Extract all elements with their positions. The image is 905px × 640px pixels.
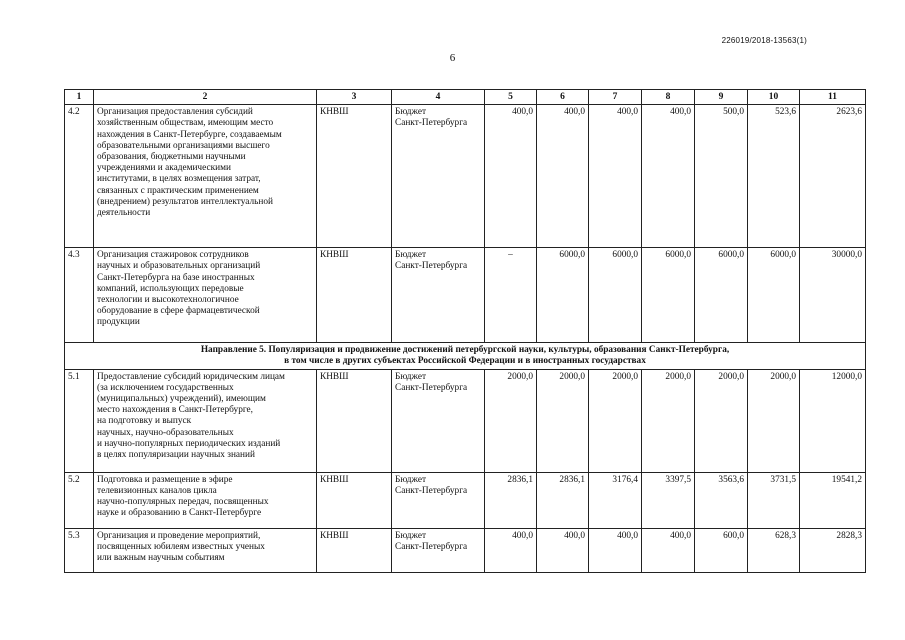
funding-value: 6000,0 — [537, 248, 589, 343]
measure-description: Организация предоставления субсидий хозяйственным обществам, имеющим место нахождения в Санкт-Петербурге, создаваемым образовательными организациями высшего образования, бюджетными научными учреждениями и академическими институтами, в целях возмещения затрат, связанных с практическим применением (внедрением) результатов интеллектуальной деятельности — [94, 105, 317, 248]
measure-executor: КНВШ — [317, 472, 392, 528]
funding-source: Бюджет Санкт-Петербурга — [392, 105, 485, 248]
measure-executor: КНВШ — [317, 528, 392, 572]
funding-value: 3563,6 — [695, 472, 748, 528]
funding-value: 2836,1 — [485, 472, 537, 528]
column-header: 4 — [392, 90, 485, 105]
measure-executor: КНВШ — [317, 105, 392, 248]
funding-total: 2623,6 — [800, 105, 866, 248]
column-header: 1 — [65, 90, 94, 105]
funding-value: 2000,0 — [537, 369, 589, 472]
measure-executor: КНВШ — [317, 369, 392, 472]
funding-source: Бюджет Санкт-Петербурга — [392, 369, 485, 472]
funding-total: 30000,0 — [800, 248, 866, 343]
column-header: 8 — [642, 90, 695, 105]
funding-value: 3731,5 — [748, 472, 800, 528]
funding-value: – — [485, 248, 537, 343]
funding-value: 500,0 — [695, 105, 748, 248]
table-row — [65, 528, 866, 572]
funding-value: 2000,0 — [748, 369, 800, 472]
document-registration-number: 226019/2018-13563(1) — [721, 36, 807, 45]
funding-value: 6000,0 — [695, 248, 748, 343]
column-header: 6 — [537, 90, 589, 105]
funding-value: 400,0 — [642, 528, 695, 572]
funding-value: 3176,4 — [589, 472, 642, 528]
funding-total: 12000,0 — [800, 369, 866, 472]
column-header: 9 — [695, 90, 748, 105]
funding-source: Бюджет Санкт-Петербурга — [392, 472, 485, 528]
funding-value: 2000,0 — [485, 369, 537, 472]
funding-value: 400,0 — [589, 528, 642, 572]
section-heading-row — [65, 343, 866, 369]
section-heading: Направление 5. Популяризация и продвижение достижений петербургской науки, культуры, образования Санкт-Петербурга, в том числе в других субъектах Российской Федерации и в иностранных государствах — [65, 343, 866, 369]
column-number-row — [65, 90, 866, 105]
funding-value: 3397,5 — [642, 472, 695, 528]
funding-value: 523,6 — [748, 105, 800, 248]
measure-description: Организация и проведение мероприятий, посвященных юбилеям известных ученых или важным научным событиям — [94, 528, 317, 572]
funding-value: 600,0 — [695, 528, 748, 572]
measure-number: 4.2 — [65, 105, 94, 248]
table-row — [65, 248, 866, 343]
funding-value: 2000,0 — [642, 369, 695, 472]
measure-number: 5.2 — [65, 472, 94, 528]
column-header: 11 — [800, 90, 866, 105]
measure-description: Предоставление субсидий юридическим лицам (за исключением государственных (муниципальных) учреждений), имеющим место нахождения в Санкт-Петербурге, на подготовку и выпуск научных, научно-образовательных и научно-популярных периодических изданий в целях популяризации научных знаний — [94, 369, 317, 472]
table-row — [65, 105, 866, 248]
funding-value: 6000,0 — [748, 248, 800, 343]
column-header: 2 — [94, 90, 317, 105]
funding-value: 2000,0 — [589, 369, 642, 472]
funding-value: 400,0 — [537, 105, 589, 248]
column-header: 7 — [589, 90, 642, 105]
funding-value: 6000,0 — [642, 248, 695, 343]
measure-number: 5.3 — [65, 528, 94, 572]
funding-source: Бюджет Санкт-Петербурга — [392, 528, 485, 572]
funding-value: 400,0 — [485, 528, 537, 572]
funding-total: 19541,2 — [800, 472, 866, 528]
measure-description: Подготовка и размещение в эфире телевизионных каналов цикла научно-популярных передач, посвященных науке и образованию в Санкт-Петербурге — [94, 472, 317, 528]
program-measures-table — [64, 89, 866, 573]
funding-value: 400,0 — [537, 528, 589, 572]
funding-value: 400,0 — [642, 105, 695, 248]
funding-value: 2000,0 — [695, 369, 748, 472]
funding-source: Бюджет Санкт-Петербурга — [392, 248, 485, 343]
column-header: 3 — [317, 90, 392, 105]
measure-description: Организация стажировок сотрудников научных и образовательных организаций Санкт-Петербурга на базе иностранных компаний, использующих передовые технологии и высокотехнологичное оборудование в сфере фармацевтической продукции — [94, 248, 317, 343]
table-row — [65, 472, 866, 528]
column-header: 10 — [748, 90, 800, 105]
funding-value: 6000,0 — [589, 248, 642, 343]
funding-value: 400,0 — [589, 105, 642, 248]
column-header: 5 — [485, 90, 537, 105]
funding-value: 2836,1 — [537, 472, 589, 528]
funding-value: 628,3 — [748, 528, 800, 572]
table-row — [65, 369, 866, 472]
measure-number: 5.1 — [65, 369, 94, 472]
page-number: 6 — [449, 52, 456, 64]
funding-value: 400,0 — [485, 105, 537, 248]
funding-total: 2828,3 — [800, 528, 866, 572]
measure-number: 4.3 — [65, 248, 94, 343]
measure-executor: КНВШ — [317, 248, 392, 343]
